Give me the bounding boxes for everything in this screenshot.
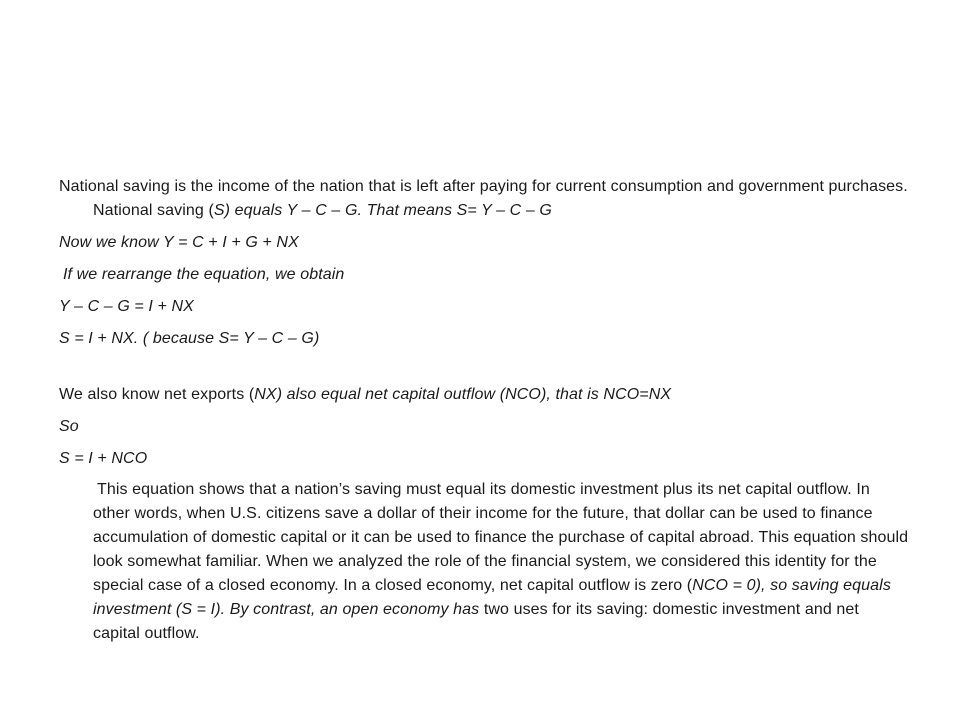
italic-segment: NX) also equal net capital outflow (NCO), that is NCO=NX — [254, 386, 672, 403]
word-so — [59, 415, 909, 439]
text-segment: We also know net exports ( — [59, 386, 255, 403]
paragraph-national-saving-definition — [59, 175, 909, 223]
text-segment: National saving is the income of the nation that is left after paying for current consumption and government purchases. National saving ( — [59, 178, 908, 219]
italic-segment: S = I + NCO — [59, 450, 148, 467]
italic-segment: Now we know Y = C + I + G + NX — [59, 234, 299, 251]
equation-s-equals-i-plus-nx — [59, 327, 909, 351]
italic-segment: S) equals Y – C – G. That means S= Y – C – G — [213, 202, 552, 219]
equation-rearranged — [59, 295, 909, 319]
text-segment: two uses for its saving: domestic investment and net capital outflow. — [93, 601, 859, 642]
equation-s-equals-i-plus-nco — [59, 447, 909, 471]
paragraph-equation-explanation — [59, 478, 909, 646]
italic-segment: If we rearrange the equation, we obtain — [63, 266, 345, 283]
text-segment: This equation shows that a nation’s saving must equal its domestic investment plus its net capital outflow. In other words, when U.S. citizens save a dollar of their income for the future, that dollar can be used to finance accumulation of domestic capital or it can be used to finance the purchase of capital abroad. This equation should look somewhat familiar. When we analyzed the role of the financial system, we considered this identity for the special case of a closed economy. In a closed economy, net capital outflow is zero ( — [93, 481, 909, 594]
paragraph-rearrange — [59, 263, 909, 287]
paragraph-net-exports — [59, 383, 909, 407]
slide-body — [59, 175, 909, 646]
italic-segment: S = I + NX. ( because S= Y – C – G) — [59, 330, 320, 347]
equation-y-identity — [59, 231, 909, 255]
italic-segment: So — [59, 418, 79, 435]
italic-segment: Y – C – G = I + NX — [59, 298, 194, 315]
italic-segment: NCO = 0), so saving equals investment (S = I). By contrast, an open economy has — [93, 577, 891, 618]
